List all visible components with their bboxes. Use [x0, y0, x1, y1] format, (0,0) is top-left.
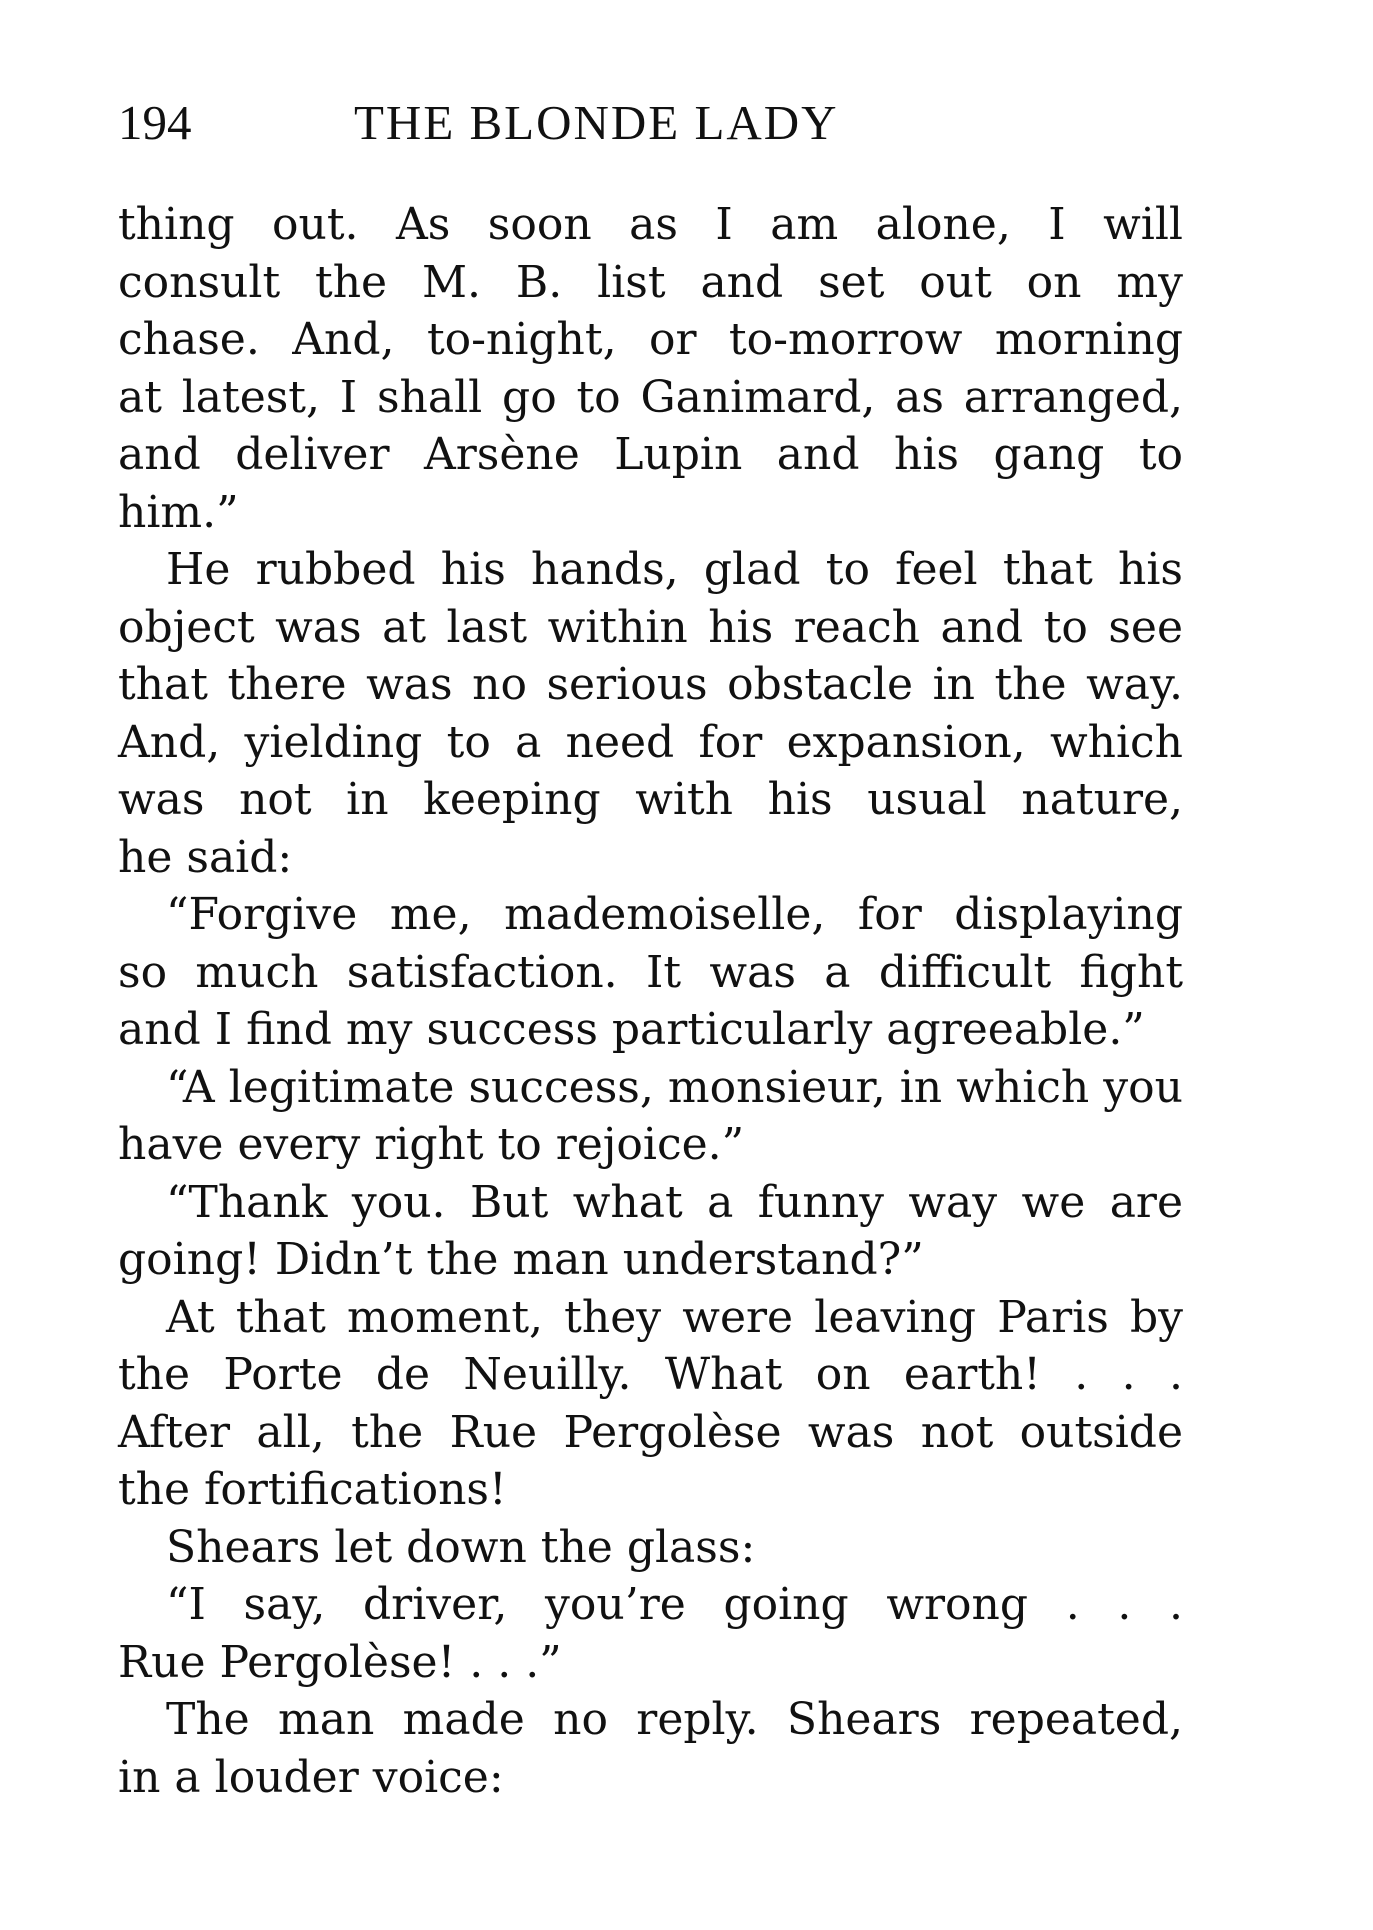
- text-line: thing out. As soon as I am alone, I will: [118, 199, 1183, 250]
- text-line: And, yielding to a need for expansion, which: [118, 716, 1183, 768]
- page-number: 194: [118, 95, 192, 150]
- text-line: “A legitimate success, monsieur, in which you: [166, 1061, 1183, 1113]
- text-line: and I find my success particularly agreeable.”: [118, 1004, 1145, 1055]
- book-title: THE BLONDE LADY: [354, 95, 839, 150]
- text-line: going! Didn’t the man understand?”: [118, 1234, 924, 1285]
- text-line: so much satisfaction. It was a difficult fight: [118, 946, 1183, 998]
- text-line: Rue Pergolèse! . . .”: [118, 1636, 562, 1688]
- text-line: “Thank you. But what a funny way we are: [166, 1176, 1183, 1228]
- text-line: The man made no reply. Shears repeated,: [166, 1694, 1183, 1745]
- body-text: [118, 196, 1183, 1806]
- text-line: He rubbed his hands, glad to feel that his: [166, 544, 1183, 595]
- text-line: that there was no serious obstacle in the way.: [118, 659, 1183, 710]
- text-line: object was at last within his reach and to see: [118, 601, 1183, 653]
- text-line: At that moment, they were leaving Paris by: [166, 1291, 1183, 1343]
- text-line: consult the M. B. list and set out on my: [118, 256, 1183, 308]
- text-line: have every right to rejoice.”: [118, 1119, 745, 1170]
- text-line: he said:: [118, 831, 293, 883]
- text-line: Shears let down the glass:: [166, 1521, 756, 1573]
- text-line: in a louder voice:: [118, 1751, 504, 1803]
- text-line: “I say, driver, you’re going wrong . . .: [166, 1579, 1183, 1630]
- text-line: him.”: [118, 486, 239, 538]
- text-line: “Forgive me, mademoiselle, for displaying: [166, 889, 1183, 940]
- text-line: at latest, I shall go to Ganimard, as arranged,: [118, 371, 1183, 423]
- text-line: the fortifications!: [118, 1464, 507, 1515]
- text-line: chase. And, to-night, or to-morrow morning: [118, 314, 1183, 365]
- text-line: the Porte de Neuilly. What on earth! . . .: [118, 1349, 1183, 1400]
- running-head: [118, 88, 1183, 158]
- text-line: After all, the Rue Pergolèse was not outside: [118, 1406, 1183, 1458]
- text-line: was not in keeping with his usual nature,: [118, 774, 1183, 825]
- text-line: and deliver Arsène Lupin and his gang to: [118, 429, 1183, 480]
